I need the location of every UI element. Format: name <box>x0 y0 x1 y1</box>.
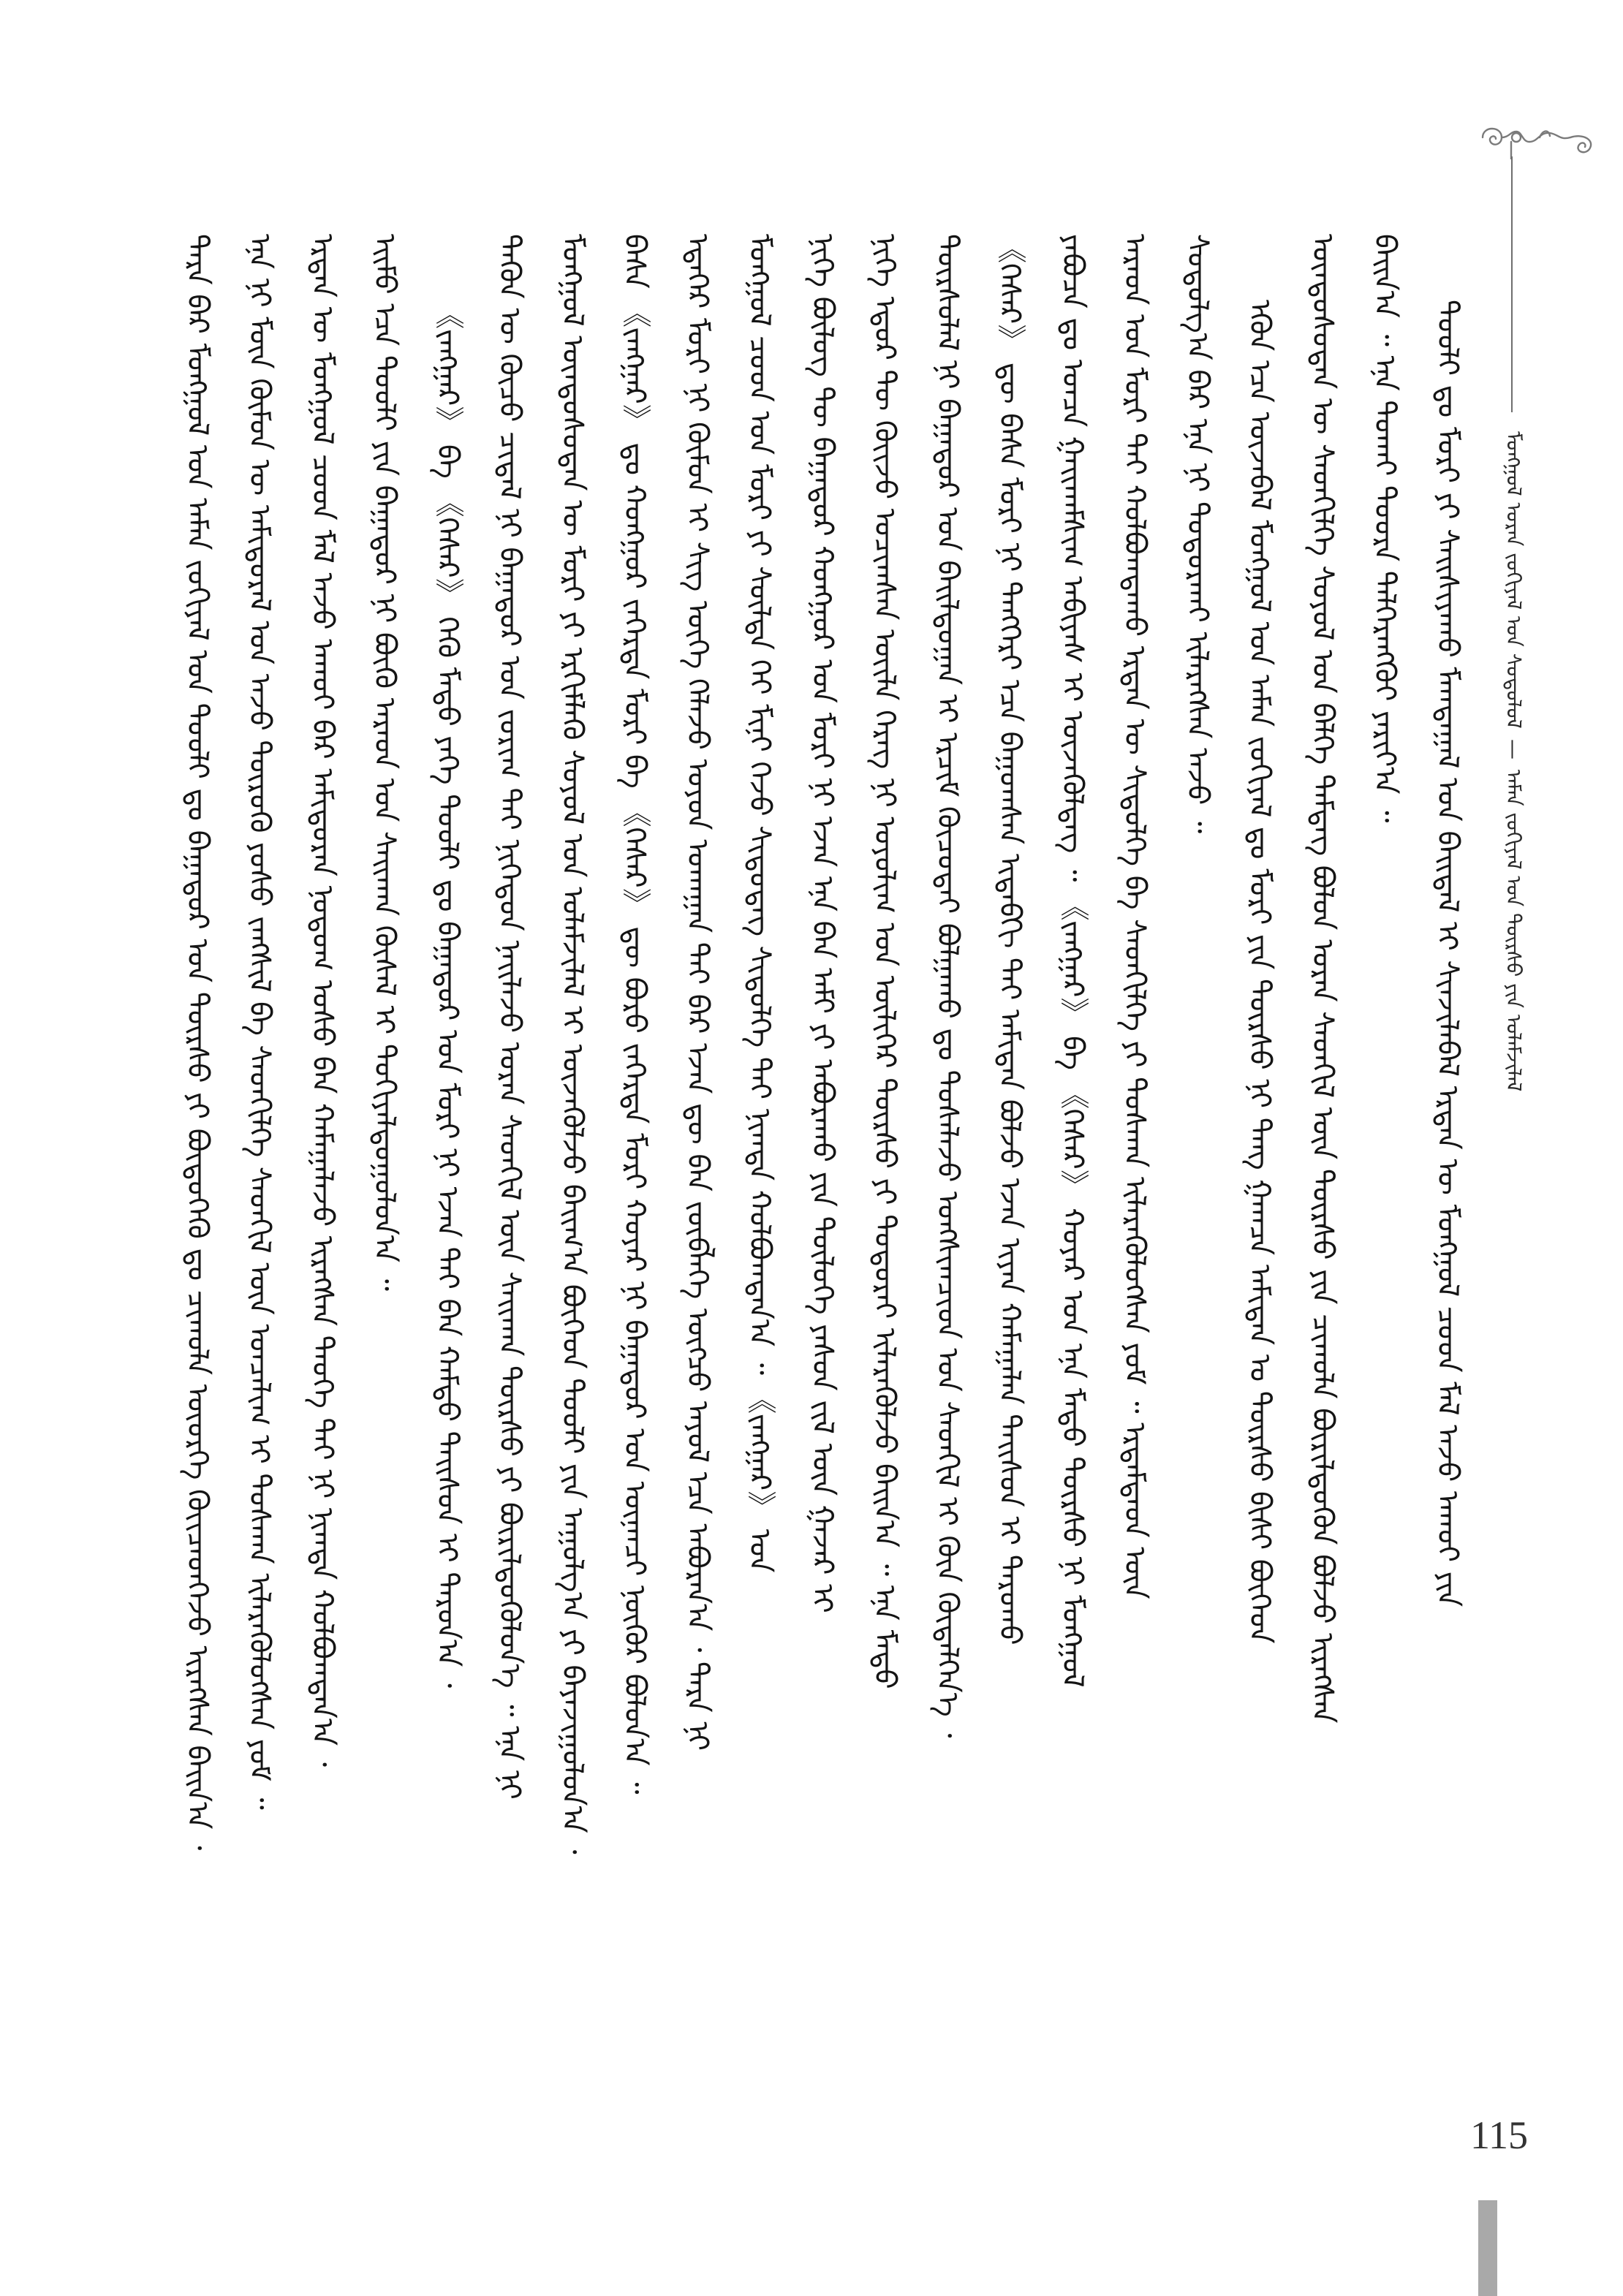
header-ornament-icon <box>1477 115 1601 159</box>
running-header <box>1499 431 1528 1637</box>
text-column: ᠡᠢᠮᠦ ᠡᠴᠡ ᠲᠤᠤᠯᠢ ᠶᠢᠨ ᠪᠠᠭᠠᠲᠤᠷ ᠨᠢ ᠪᠦᠬᠦ ᠠᠷᠠᠳ ᠤᠨ ᠰᠠᠢᠬᠠᠨ ᠬᠦᠰᠡᠯ ᠢ ᠲᠤᠬᠢᠶᠠᠯᠳᠤᠭᠤᠯᠤᠨ᠎ᠠ ᠃ <box>368 234 401 1292</box>
header-rule <box>1511 156 1513 412</box>
text-column: ᠠᠷᠠᠳ ᠤᠨ ᠮᠣᠷᠢ ᠲᠠᠢ ᠬᠣᠯᠪᠣᠭᠳᠠᠬᠤ ᠡᠷᠲᠡᠨ ᠦ ᠰᠢᠲᠦᠯᠭᠡ ᠪᠠ ᠰᠡᠳᠬᠢᠯᠭᠡ ᠶᠢ ᠲᠤᠰᠬᠠᠨ ᠢᠯᠡᠷᠡᠭᠦᠯᠦᠭᠰᠡᠨ ᠶᠤᠮ ᠃ ᠡᠷᠳᠡᠮᠲᠡᠳ ᠦᠨ <box>1118 234 1151 1599</box>
text-column: ᠮᠣᠩᠭᠣᠯ ᠦᠨᠳᠦᠰᠦᠲᠡᠨ ᠦ ᠮᠣᠷᠢ ᠶᠢ ᠡᠷᠬᠢᠮᠯᠡᠬᠦ ᠰᠣᠶᠣᠯ ᠤᠨ ᠤᠯᠠᠮᠵᠢᠯᠠᠯ ᠢ ᠦᠵᠡᠭᠦᠯᠵᠦ ᠪᠠᠢᠭ᠎ᠠ ᠪᠦᠭᠡᠳ ᠲᠤᠤᠯᠢ ᠶᠢᠨ ᠠᠭᠤᠯᠭ᠎ᠠ ᠶᠢ ᠪᠠᠶᠠᠵᠢᠭᠤᠯᠤᠨ᠎ᠠ ᠂ <box>556 234 589 1854</box>
text-column: 《ᠵᠠᠩᠭᠠᠷ》 ᠪᠠ 《ᠭᠡᠰᠡᠷ》 ᠭᠡᠬᠦ ᠮᠡᠲᠦ ᠶᠡᠬᠡ ᠲᠤᠤᠯᠢ ᠳᠤ ᠪᠠᠭᠠᠲᠤᠷ ᠤᠨ ᠮᠣᠷᠢ ᠨᠢ ᠡᠵᠡᠨ ᠲᠡᠢ ᠪᠡᠨ ᠬᠠᠮᠲᠤ ᠳᠠᠢᠰᠤᠨ ᠢ ᠳᠠᠷᠤᠨ᠎ᠠ ᠂ <box>431 300 464 1689</box>
text-column: ᠶᠠᠪᠤᠴᠠ ᠳᠤ ᠣᠨᠴᠠ ᠭᠠᠢᠬᠠᠮᠰᠢᠭ ᠠᠪᠢᠶᠠᠰ ᠢ ᠦᠵᠡᠭᠦᠯᠳᠡᠭ ᠃ 《ᠵᠠᠩᠭᠠᠷ》 ᠪᠠ 《ᠭᠡᠰᠡᠷ》 ᠬᠣᠶᠠᠷ ᠤᠨ ᠡᠨᠡ ᠮᠡᠲᠦ ᠳᠦᠷᠰᠦ ᠨᠢ ᠮᠣᠩᠭᠣᠯ <box>1056 234 1089 1688</box>
text-column: ᠦᠨᠳᠦᠰᠦᠲᠡᠨ ᠦ ᠰᠡᠳᠬᠢᠯᠭᠡ ᠰᠣᠶᠣᠯ ᠤᠨ ᠪᠡᠯᠭᠡ ᠲᠡᠮᠳᠡᠭ ᠪᠣᠯᠤᠨ ᠤᠷᠠᠨ ᠰᠡᠳᠬᠢᠯ ᠦᠨ ᠳᠦᠷᠰᠦ ᠶᠢᠨ ᠴᠢᠬᠤᠯᠠ ᠪᠦᠷᠢᠯᠳᠦᠬᠦᠨ ᠪᠣᠯᠵᠤ ᠢᠷᠡᠭᠰᠡᠨ <box>1306 234 1339 1724</box>
text-column: ᠡᠷᠲᠡᠨ ᠦ ᠮᠣᠩᠭᠣᠯ ᠴᠤᠳ ᠮᠠᠯ ᠠᠵᠤ ᠠᠬᠤᠢ ᠪᠡᠷ ᠠᠮᠢᠳᠤᠷᠠᠨ ᠨᠤᠲᠤᠭ ᠤᠰᠤ ᠪᠠᠨ ᠬᠠᠮᠠᠭᠠᠯᠠᠵᠤ ᠢᠷᠡᠭᠰᠡᠨ ᠲᠡᠦᠬᠡ ᠲᠠᠢ ᠨᠢ ᠨᠢᠭᠲᠠ ᠬᠣᠯᠪᠣᠭᠳᠠᠨ᠎ᠠ ᠂ <box>306 234 339 1767</box>
text-column: ᠨᠢᠭᠡ ᠪᠦᠯᠦᠭ ᠲᠦ ᠪᠠᠭᠠᠲᠤᠷ ᠬᠣᠩᠭᠤᠷ ᠤᠨ ᠮᠣᠷᠢ ᠨᠢ ᠡᠵᠡᠨ ᠡᠨᠡ ᠪᠡᠨ ᠠᠮᠢ ᠶᠢ ᠠᠪᠤᠷᠠᠬᠤ ᠶᠢᠨ ᠲᠥᠯᠦᠭᠡ ᠶᠡᠰᠦᠨ ᠵᠢᠯ ᠦᠨ ᠭᠠᠵᠠᠷ ᠢ <box>806 234 839 1613</box>
header-separator: — <box>1502 738 1526 759</box>
text-column: ᠨᠢᠭᠡ ᠡᠳᠦᠷ ᠲᠦ ᠭᠦᠢᠵᠦ ᠣᠴᠢᠭᠰᠠᠨ ᠦᠢᠯᠡ ᠬᠡᠷᠡᠭ ᠨᠢ ᠤᠶᠤᠯᠢᠭ ᠤᠨ ᠦᠯᠢᠭᠡᠷ ᠳᠦᠷᠰᠦ ᠶᠢ ᠲᠣᠳᠣᠷᠠᠢ ᠢᠯᠡᠷᠡᠭᠦᠯᠵᠦ ᠪᠠᠢᠨ᠎ᠠ ᠃ ᠡᠨᠡ ᠮᠡᠲᠦ <box>868 234 901 1689</box>
header-subtitle: ᠠᠮᠠᠨ ᠵᠣᠬᠢᠶᠠᠯ ᠤᠨ ᠳᠦᠷᠰᠦ ᠶᠢᠨ ᠤᠯᠠᠮᠵᠢᠯᠠᠯ <box>1502 769 1526 1092</box>
text-column: 《ᠭᠡᠰᠡᠷ》 ᠳᠦ ᠪᠠᠰᠠ ᠮᠣᠷᠢ ᠨᠢ ᠲᠡᠩᠭᠡᠷᠢ ᠡᠴᠡ ᠪᠠᠭᠤᠭᠰᠠᠨ ᠢᠳᠡᠪᠬᠢ ᠲᠡᠢ ᠠᠮᠢᠲᠠᠨ ᠪᠣᠯᠵᠤ ᠡᠵᠡᠨ ᠢᠶᠡᠨ ᠬᠠᠮᠠᠭᠠᠯᠠᠨ ᠳᠠᠢᠰᠤᠨ ᠢ ᠳᠠᠷᠤᠬᠤ <box>993 234 1026 1645</box>
text-column: ᠪᠠᠢᠨ᠎ᠠ ᠃ ᠡᠨᠡ ᠲᠤᠬᠠᠢ ᠳᠣᠣᠷᠠ ᠳᠡᠯᠭᠡᠷᠡᠩᠭᠦᠢ ᠶᠠᠷᠢᠶ᠎ᠠ ᠃ <box>1368 234 1401 823</box>
text-column: ᠲᠤᠤᠯᠢ ᠳᠤ ᠮᠣᠷᠢ ᠶᠢ ᠰᠠᠢᠰᠢᠶᠠᠬᠤ ᠮᠠᠭᠲᠠᠭᠠᠯ ᠤᠨ ᠪᠠᠢᠳᠠᠯ ᠢ ᠰᠢᠨᠵᠢᠯᠡᠪᠡᠯ ᠡᠷᠲᠡᠨ ᠦ ᠮᠣᠩᠭᠣᠯ ᠴᠤᠳ ᠮᠠᠯ ᠠᠵᠤ ᠠᠬᠤᠢ ᠶᠢᠨ <box>1431 300 1464 1607</box>
text-column: ᠪᠠᠰᠠ 《ᠵᠠᠩᠭᠠᠷ》 ᠳᠤ ᠬᠣᠩᠭᠤᠷ ᠵᠡᠭᠡᠷᠳᠡ ᠮᠣᠷᠢ ᠪᠠ 《ᠭᠡᠰᠡᠷ》 ᠳᠦ ᠪᠣᠷᠤ ᠵᠡᠭᠡᠷᠳᠡ ᠮᠣᠷᠢ ᠬᠣᠶᠠᠷ ᠨᠢ ᠪᠠᠭᠠᠲᠤᠷ ᠤᠨ ᠦᠨᠡᠨᠴᠢ ᠨᠥᠬᠦᠷ ᠪᠣᠯᠤᠨ᠎ᠠ ᠃ <box>618 234 651 1795</box>
text-column: ᠲᠡᠭᠦᠨ ᠦ ᠬᠦᠴᠦ ᠴᠢᠳᠠᠯ ᠨᠢ ᠪᠠᠭᠠᠲᠤᠷ ᠤᠨ ᠵᠣᠷᠢᠭ ᠲᠡᠢ ᠨᠢᠭᠡᠳᠦᠨ ᠨᠡᠢᠯᠡᠵᠦ ᠤᠷᠠᠨ ᠰᠡᠳᠬᠢᠯ ᠦᠨ ᠰᠠᠢᠬᠠᠨ ᠳᠦᠷᠰᠦ ᠶᠢ ᠪᠦᠷᠢᠯᠳᠦᠭᠦᠯᠦᠨ᠎ᠡ ᠃ ᠡᠨᠡ ᠨᠢ <box>493 234 526 1800</box>
text-column: ᠲᠡᠷᠡ ᠪᠡᠷ ᠮᠣᠩᠭᠣᠯ ᠤᠨ ᠠᠮᠠᠨ ᠵᠣᠬᠢᠶᠠᠯ ᠤᠨ ᠲᠤᠤᠯᠢ ᠳᠤ ᠪᠠᠭᠠᠲᠤᠷ ᠤᠨ ᠳᠦᠷᠰᠦ ᠶᠢ ᠪᠦᠲᠦᠭᠡᠬᠦ ᠳᠤ ᠴᠢᠬᠤᠯᠠ ᠦᠦᠷᠭᠡ ᠭᠦᠢᠴᠡᠳᠬᠡᠵᠦ ᠢᠷᠡᠭᠰᠡᠨ ᠪᠠᠢᠨ᠎ᠠ ᠂ <box>181 234 214 1851</box>
text-column: ᠮᠣᠩᠭᠣᠯ ᠴᠤᠳ ᠤᠨ ᠮᠣᠷᠢ ᠶᠢ ᠰᠦᠯᠳᠡ ᠬᠡᠢ ᠮᠢᠨᠢ ᠭᠡᠵᠦ ᠰᠢᠲᠦᠳᠡᠭ ᠰᠢᠲᠦᠯᠭᠡ ᠲᠡᠢ ᠨᠢᠭᠲᠠ ᠬᠣᠯᠪᠣᠭᠳᠠᠨ᠎ᠠ ᠃ 《ᠵᠠᠩᠭᠠᠷ》 ᠤᠨ <box>743 234 776 1573</box>
page-number: 115 <box>1470 2113 1528 2157</box>
text-column: ᠳᠦᠷᠰᠦᠯᠡᠯ ᠨᠢ ᠪᠠᠭᠠᠲᠤᠷ ᠤᠨ ᠪᠠᠢᠯᠳᠤᠭᠠᠨ ᠢ ᠡᠷᠴᠢᠮ ᠬᠦᠴᠦᠲᠡᠢ ᠪᠣᠯᠭᠠᠬᠤ ᠳᠤ ᠲᠤᠰᠠᠯᠠᠵᠤ ᠤᠩᠰᠢᠭᠴᠢᠳ ᠤᠨ ᠰᠡᠳᠬᠢᠯ ᠢ ᠭᠦᠨ ᠬᠥᠳᠡᠯᠭᠡᠨ᠎ᠡ ᠂ <box>931 234 964 1738</box>
text-column: ᠡᠨᠡ ᠨᠢ ᠮᠦᠨ ᠬᠦᠮᠦᠨ ᠦ ᠠᠮᠢᠳᠤᠷᠠᠯ ᠤᠨ ᠠᠵᠤ ᠲᠦᠷᠦᠬᠦ ᠶᠣᠰᠣ ᠵᠠᠩᠱᠢᠯ ᠪᠠ ᠰᠡᠳᠬᠢᠯᠭᠡ ᠰᠡᠳᠬᠢᠯ ᠦᠨ ᠣᠨᠴᠠᠯᠢᠭ ᠢ ᠲᠤᠰᠬᠠᠨ ᠢᠯᠡᠷᠡᠭᠦᠯᠦᠭᠰᠡᠨ ᠶᠤᠮ ᠃ <box>243 234 276 1810</box>
text-column: ᠡᠭᠦᠨ ᠡᠴᠡ ᠦᠵᠡᠪᠡᠯ ᠮᠣᠩᠭᠣᠯ ᠤᠨ ᠠᠮᠠᠨ ᠵᠣᠬᠢᠶᠠᠯ ᠳᠤ ᠮᠣᠷᠢ ᠶᠢᠨ ᠳᠦᠷᠰᠦ ᠨᠢ ᠳᠠᠩ ᠭᠠᠭᠴᠠ ᠠᠮᠢᠲᠠᠨ ᠤ ᠳᠦᠷᠰᠦ ᠪᠢᠰᠢ ᠪᠦᠭᠡᠳ <box>1243 300 1276 1644</box>
text-column: ᠰᠤᠳᠤᠯᠭ᠎ᠠ ᠪᠠᠷ ᠡᠨᠡ ᠨᠢ ᠲᠣᠳᠣᠷᠬᠠᠢ ᠢᠯᠡᠷᠡᠭᠰᠡᠨ ᠠᠵᠤ ᠃ <box>1181 234 1214 834</box>
header-title: ᠮᠣᠩᠭᠣᠯ ᠤᠷᠠᠨ ᠵᠣᠬᠢᠶᠠᠯ ᠤᠨ ᠰᠤᠳᠤᠯᠤᠯ <box>1502 431 1526 729</box>
page-edge-tab <box>1478 2200 1497 2296</box>
text-column: ᠡᠳᠡᠭᠡᠷ ᠮᠣᠷᠢ ᠨᠢ ᠬᠦᠮᠦᠨ ᠢ ᠰᠢᠭ ᠦᠭᠡ ᠬᠡᠯᠡᠵᠦ ᠤᠶᠤᠨ ᠤᠬᠠᠭᠠᠨ ᠲᠠᠢ ᠪᠡᠷ ᠡᠵᠡᠨ ᠳᠦ ᠪᠠᠨ ᠵᠥᠪᠯᠡᠭᠡ ᠥᠭᠴᠦ ᠠᠶᠤᠯ ᠡᠴᠡ ᠠᠪᠤᠷᠠᠨ᠎ᠠ ᠂ ᠲᠡᠷᠡ ᠨᠢ <box>681 234 714 1751</box>
